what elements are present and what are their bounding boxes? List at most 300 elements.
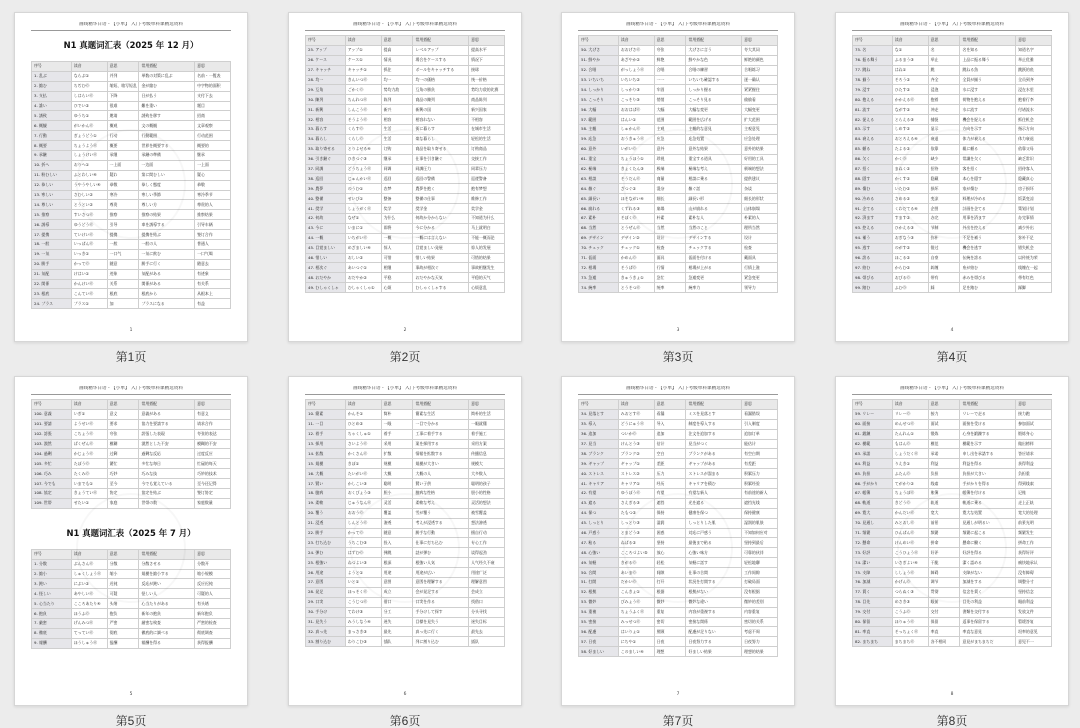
table-cell: あざやか② xyxy=(618,55,654,65)
table-cell: 模範を示す xyxy=(960,439,1016,449)
table-cell: たんれん① xyxy=(892,429,928,439)
table-cell: 10. 折へ xyxy=(32,160,72,170)
table-row xyxy=(579,174,778,184)
table-cell: 一上面 xyxy=(107,160,139,170)
table-cell: 37. 同調 xyxy=(306,164,346,174)
table-cell: 反应迟钝 xyxy=(195,579,231,589)
table-cell: 配慮が足りない xyxy=(686,627,742,637)
table-cell: きょうてい⓪ xyxy=(71,489,107,499)
table-cell: 合唱の練習 xyxy=(686,65,742,75)
table-cell: 荷物を抱える xyxy=(960,95,1016,105)
table-row xyxy=(32,479,231,489)
table-cell: 积累压力 xyxy=(742,469,778,479)
table-cell: いちがい⓪ xyxy=(345,233,381,243)
table-row xyxy=(579,253,778,263)
page-thumbnail-2[interactable] xyxy=(288,12,522,365)
table-cell: しっかり③ xyxy=(618,85,654,95)
table-cell: 心身を鍛錬する xyxy=(960,429,1016,439)
column-header: 意思 xyxy=(107,400,139,410)
table-cell: 大多数人 xyxy=(469,469,505,479)
vocab-table xyxy=(31,399,231,509)
table-cell: 记账 xyxy=(1016,489,1052,499)
table-cell: レベルアップ xyxy=(413,45,469,55)
table-cell: 招待 xyxy=(928,164,960,174)
table-cell: 雑ぐ話 xyxy=(686,184,742,194)
table-cell: 概要 xyxy=(107,141,139,151)
header-divider xyxy=(31,30,231,31)
table-cell: ちぢむ⓪ xyxy=(71,81,107,91)
table-cell: わりこむ③ xyxy=(345,637,381,647)
table-cell: な① xyxy=(892,45,928,55)
table-cell: 心当たりがある xyxy=(139,599,195,609)
table-cell: とうとい② xyxy=(71,200,107,210)
page-preview[interactable] xyxy=(835,12,1069,342)
table-cell: 17. 提携 xyxy=(32,230,72,240)
table-cell: 柔軟な考え xyxy=(413,498,469,508)
table-cell: 报酬 xyxy=(107,638,139,648)
table-cell: くらし⓪ xyxy=(345,134,381,144)
table-row xyxy=(579,45,778,55)
table-cell: あやしい⓪ xyxy=(71,589,107,599)
table-cell: 签订合作 xyxy=(195,230,231,240)
table-cell: 密切的关系 xyxy=(742,617,778,627)
table-row xyxy=(853,607,1052,617)
table-cell: 軌道に乗る xyxy=(960,498,1016,508)
table-cell: 利益を得る xyxy=(960,459,1016,469)
table-cell: 鮮やかな色 xyxy=(686,55,742,65)
table-cell: 規模を縮小する xyxy=(139,569,195,579)
table-cell: 疑わ xyxy=(107,170,139,180)
page-preview[interactable] xyxy=(288,12,522,342)
table-cell: 不相容 xyxy=(469,115,505,125)
table-cell: 牢固 xyxy=(654,85,686,95)
table-cell: 客を招く xyxy=(960,164,1016,174)
table-cell: 朴素的人 xyxy=(742,214,778,224)
table-cell: 跳ねる魚 xyxy=(960,65,1016,75)
table-cell: 主观意见 xyxy=(742,125,778,135)
table-cell: 策划计划 xyxy=(1016,204,1052,214)
table-cell: 口実を作る xyxy=(413,597,469,607)
table-cell: 账簿 xyxy=(928,489,960,499)
table-cell: 対応に戸惑う xyxy=(686,528,742,538)
table-row xyxy=(32,131,231,141)
table-row xyxy=(32,240,231,250)
vocab-table xyxy=(578,35,778,293)
table-cell: 10. 簡素 xyxy=(306,409,346,419)
table-cell: かんけい⓪ xyxy=(71,279,107,289)
table-cell: 巡回の警備 xyxy=(413,174,469,184)
table-cell: 纠缠 xyxy=(928,263,960,273)
table-cell: 107. 今でも xyxy=(32,479,72,489)
table-cell: ぶんさん⓪ xyxy=(71,559,107,569)
table-cell: 30. 陳列 xyxy=(306,95,346,105)
table-cell: 胆小 xyxy=(381,489,413,499)
table-cell: かげん⓪ xyxy=(892,578,928,588)
table-cell: プラス① xyxy=(71,299,107,309)
table-cell: ひんぱん⓪ xyxy=(892,528,928,538)
table-cell: 领导力 xyxy=(742,283,778,293)
table-cell: しゅかん⓪ xyxy=(618,125,654,135)
table-cell: 好评 xyxy=(928,548,960,558)
page-thumbnail-3[interactable] xyxy=(561,12,795,365)
page-label[interactable]: 第2页 xyxy=(389,350,421,364)
table-cell: 気軽に話す xyxy=(686,558,742,568)
table-row xyxy=(32,220,231,230)
table-cell: 鲜艳的颜色 xyxy=(742,55,778,65)
table-cell: 房子损坏 xyxy=(1016,184,1052,194)
table-cell: まねく② xyxy=(892,164,928,174)
table-cell: ねづよい③ xyxy=(345,558,381,568)
table-row xyxy=(853,253,1052,263)
table-cell: 势均力敌 xyxy=(381,85,413,95)
table-cell: 12. 恭しい xyxy=(32,180,72,190)
table-cell: かんだい⓪ xyxy=(892,508,928,518)
table-cell: 列に割り込む xyxy=(413,637,469,647)
table-cell: 轻松 xyxy=(654,558,686,568)
table-cell: 61. 重宝 xyxy=(579,154,619,164)
table-cell: 做出榜样 xyxy=(1016,439,1052,449)
table-row xyxy=(853,617,1052,627)
page-label[interactable]: 第3页 xyxy=(662,350,694,364)
table-cell: 偷偷看 xyxy=(742,95,778,105)
table-cell: 20. 覆う xyxy=(306,508,346,518)
page-thumbnail-8[interactable] xyxy=(835,376,1069,728)
table-cell: みおとす⓪ xyxy=(618,409,654,419)
table-row xyxy=(32,409,231,419)
table-row xyxy=(579,449,778,459)
table-cell: 插队 xyxy=(381,637,413,647)
table-cell: せいび① xyxy=(345,194,381,204)
table-cell: 支障がない xyxy=(960,568,1016,578)
page-thumbnail-1[interactable] xyxy=(14,12,248,365)
vocab-table xyxy=(852,35,1052,293)
table-cell: 懸命に働く xyxy=(960,538,1016,548)
table-cell: 状況を打開する xyxy=(686,578,742,588)
table-cell: 内容が重複する xyxy=(686,607,742,617)
table-cell: ミスを見落とす xyxy=(686,409,742,419)
table-cell: はいりょ① xyxy=(618,627,654,637)
table-cell: 76. 振る舞う xyxy=(853,55,893,65)
header-divider xyxy=(305,394,505,395)
table-cell: 答应请求 xyxy=(1016,449,1052,459)
table-cell: 第に間むしい xyxy=(139,170,195,180)
table-row xyxy=(853,449,1052,459)
table-cell: 山体崩塌 xyxy=(742,204,778,214)
table-cell: とうそつ⓪ xyxy=(618,283,654,293)
table-cell: 情况下 xyxy=(469,55,505,65)
table-row xyxy=(853,419,1052,429)
table-cell: つらぬく③ xyxy=(892,587,928,597)
table-cell: 范围 xyxy=(654,115,686,125)
table-row xyxy=(579,459,778,469)
table-cell: 体力が衰える xyxy=(960,134,1016,144)
table-row xyxy=(306,194,505,204)
table-cell: 缺少 xyxy=(928,154,960,164)
page-preview[interactable] xyxy=(561,12,795,342)
table-cell: 48. おだやか xyxy=(306,273,346,283)
table-cell: 案を採用する xyxy=(413,439,469,449)
table-cell: おぎなう③ xyxy=(892,233,928,243)
table-cell: 严密的检查 xyxy=(195,619,231,629)
table-row xyxy=(306,283,505,293)
table-cell: 本心を隠す xyxy=(960,174,1016,184)
table-cell: 关系 xyxy=(107,279,139,289)
table-cell: 微妙な違い xyxy=(686,597,742,607)
table-cell: だかい⓪ xyxy=(618,578,654,588)
table-cell: 協力を要請する xyxy=(139,419,195,429)
table-cell: 借口 xyxy=(381,597,413,607)
table-row xyxy=(853,263,1052,273)
table-cell: いがい⓪ xyxy=(618,144,654,154)
table-cell: 反応が鈍い xyxy=(139,579,195,589)
header-divider xyxy=(852,30,1052,31)
table-cell: 着手施工 xyxy=(469,429,505,439)
table-cell: 负担 xyxy=(928,469,960,479)
table-cell: 痛快地承认 xyxy=(1016,558,1052,568)
table-cell: 有迹象 xyxy=(195,269,231,279)
table-row xyxy=(32,489,231,499)
table-cell: 相继 xyxy=(381,263,413,273)
table-cell: 43. 遮る xyxy=(579,498,619,508)
table-cell: 34. 暮らし xyxy=(306,134,346,144)
table-cell: かって⓪ xyxy=(345,528,381,538)
table-cell: 接力 xyxy=(928,409,960,419)
column-header: 常用搭配 xyxy=(686,400,742,410)
table-cell: 提携 xyxy=(107,230,139,240)
table-cell: 即将 xyxy=(381,223,413,233)
table-cell: 45. 目覚ましい xyxy=(306,243,346,253)
table-row xyxy=(579,617,778,627)
table-cell: ふとわしい④ xyxy=(71,170,107,180)
table-header-row xyxy=(32,400,231,410)
table-cell: じゅんかい⓪ xyxy=(345,174,381,184)
column-header: 意思 xyxy=(928,36,960,46)
table-cell: 64. 利益 xyxy=(853,459,893,469)
table-cell: 31. 見失う xyxy=(306,617,346,627)
table-cell: 7. 行動 xyxy=(32,131,72,141)
table-cell: びみょう⓪ xyxy=(618,597,654,607)
vocab-table xyxy=(305,399,505,647)
table-row xyxy=(579,439,778,449)
table-cell: 新年抱负 xyxy=(195,609,231,619)
table-cell: 寒冷季节 xyxy=(195,190,231,200)
table-cell: 69. 寛大 xyxy=(853,508,893,518)
table-cell: ならぶ① xyxy=(71,71,107,81)
table-cell: 调节 xyxy=(928,578,960,588)
table-cell: 有头绪 xyxy=(195,599,231,609)
table-cell: いっき① xyxy=(71,249,107,259)
table-cell: 75. 名 xyxy=(853,45,893,55)
table-cell: 率直な意見 xyxy=(960,627,1016,637)
table-cell: 一気に飲む xyxy=(139,249,195,259)
table-cell: 足を踏む xyxy=(960,283,1016,293)
table-cell: 意图 xyxy=(381,578,413,588)
page-label[interactable]: 第5页 xyxy=(115,714,147,728)
table-cell: 帳簿を付ける xyxy=(960,489,1016,499)
table-cell: がっしょう⓪ xyxy=(618,65,654,75)
table-cell: 一眼就懂 xyxy=(469,419,505,429)
table-cell: 74. 統率 xyxy=(579,283,619,293)
page-preview[interactable] xyxy=(835,376,1069,706)
table-cell: 逐一确认 xyxy=(742,75,778,85)
table-row xyxy=(306,144,505,154)
column-header: 序号 xyxy=(579,400,619,410)
table-row xyxy=(853,578,1052,588)
table-cell: ついか⓪ xyxy=(618,429,654,439)
table-cell: 繁忙 xyxy=(107,459,139,469)
page-header-text: 画线精华日语 - 【小单】 入门·考级单科课精选资料 xyxy=(353,22,457,27)
table-cell: 缩小 xyxy=(107,569,139,579)
table-cell: 報酬を得る xyxy=(139,638,195,648)
page-label[interactable]: 第6页 xyxy=(389,714,421,728)
table-row xyxy=(853,439,1052,449)
page-preview[interactable] xyxy=(14,376,248,706)
table-cell: のうむ① xyxy=(345,184,381,194)
table-cell: 找借口 xyxy=(469,597,505,607)
table-row xyxy=(306,528,505,538)
table-cell: 缩短、缩写短乱 xyxy=(107,81,139,91)
page-thumbnail-4[interactable] xyxy=(835,12,1069,365)
table-row xyxy=(32,81,231,91)
table-cell: がいかん⓪ xyxy=(71,121,107,131)
table-cell: 14. 尊しい xyxy=(32,200,72,210)
page-preview[interactable] xyxy=(561,376,795,706)
table-row xyxy=(579,538,778,548)
table-cell: 经历 xyxy=(654,479,686,489)
table-row xyxy=(32,269,231,279)
table-cell: いと① xyxy=(345,578,381,588)
page-label[interactable]: 第1页 xyxy=(115,350,147,364)
table-cell: 糸が絡む xyxy=(960,263,1016,273)
table-cell: そうば⓪ xyxy=(618,263,654,273)
table-cell: 一口气 xyxy=(107,249,139,259)
page-label[interactable]: 第7页 xyxy=(662,714,694,728)
table-row xyxy=(32,628,231,638)
table-cell: 看漏错误 xyxy=(742,409,778,419)
table-cell: 缺乏常识 xyxy=(1016,154,1052,164)
table-cell: 外出を控える xyxy=(960,223,1016,233)
table-cell: 光を遮る xyxy=(686,498,742,508)
table-cell: 邀请 xyxy=(107,111,139,121)
table-cell: 获得报酬 xyxy=(195,638,231,648)
table-cell: ぎょうどう① xyxy=(71,131,107,141)
table-cell: 设计 xyxy=(654,233,686,243)
page-thumbnail-6[interactable] xyxy=(288,376,522,728)
table-cell: 湿润 xyxy=(654,518,686,528)
table-cell: 合唱 xyxy=(654,65,686,75)
table-cell: 25. アップ xyxy=(306,45,346,55)
table-cell: 可疑 xyxy=(107,589,139,599)
table-cell: 注文を追加する xyxy=(686,429,742,439)
table-cell: 4. 怪しい xyxy=(32,589,72,599)
column-header: 读音 xyxy=(892,400,928,410)
table-cell: 親に頼る xyxy=(960,144,1016,154)
table-cell: 当然のこと xyxy=(686,223,742,233)
table-cell: 人气经久不衰 xyxy=(469,558,505,568)
table-cell: くわだてる④ xyxy=(892,204,928,214)
table-cell: 文章观察 xyxy=(195,121,231,131)
table-cell: 有望 xyxy=(654,489,686,499)
table-cell: 夸大其词 xyxy=(742,45,778,55)
table-row xyxy=(579,125,778,135)
table-cell: 引导车辆 xyxy=(195,220,231,230)
table-cell: 不知如何应对 xyxy=(742,528,778,538)
table-cell: 障碍 xyxy=(928,568,960,578)
table-cell: 巡逻警备 xyxy=(469,174,505,184)
document-title: N1 真题词汇表（2025 年 7 月） xyxy=(66,527,196,538)
table-cell: 考えが浸透する xyxy=(413,518,469,528)
table-cell: 41. キャリア xyxy=(579,479,619,489)
table-cell: 45. しっとり xyxy=(579,518,619,528)
table-cell: 66. 崩れる xyxy=(579,204,619,214)
table-cell: すます② xyxy=(892,214,928,224)
table-cell: 头绪 xyxy=(107,599,139,609)
table-cell: 商品の陳列 xyxy=(413,95,469,105)
table-cell: 一口气喝 xyxy=(195,249,231,259)
table-cell: せたい① xyxy=(71,498,107,508)
table-cell: 惊人的发展 xyxy=(469,243,505,253)
table-cell: 1. 分散 xyxy=(32,559,72,569)
table-cell: 33. 割り込む xyxy=(306,637,346,647)
table-cell: 厳密な検査 xyxy=(139,619,195,629)
table-cell: 订购商品 xyxy=(469,144,505,154)
table-cell: いっぱん⓪ xyxy=(71,240,107,250)
page-number: 5 xyxy=(129,692,133,697)
table-cell: 行動範囲 xyxy=(139,131,195,141)
table-cell: 支付下去 xyxy=(195,91,231,101)
table-cell: 恭しく態度 xyxy=(139,180,195,190)
table-cell: 47. 粘る xyxy=(579,538,619,548)
table-row xyxy=(32,180,231,190)
table-cell: 会成立 xyxy=(469,587,505,597)
table-cell: 42. 有望 xyxy=(579,489,619,499)
page-thumbnail-5[interactable] xyxy=(14,376,248,728)
table-cell: 40. ストレス xyxy=(579,469,619,479)
table-cell: 過剰な反応 xyxy=(139,449,195,459)
table-cell: 徹底的に調べる xyxy=(139,628,195,638)
table-cell: 走上正轨 xyxy=(1016,498,1052,508)
table-cell: 缩小规模 xyxy=(195,569,231,579)
table-row xyxy=(32,141,231,151)
table-cell: 46. 戸惑う xyxy=(579,528,619,538)
table-cell: 空白 xyxy=(654,449,686,459)
table-cell: 覆盖 xyxy=(381,508,413,518)
table-cell: 信念を貫く xyxy=(960,587,1016,597)
table-header-row xyxy=(853,400,1052,410)
table-cell: 大概 xyxy=(381,469,413,479)
table-cell: きぼ① xyxy=(345,459,381,469)
table-cell: ギャップ① xyxy=(618,459,654,469)
page-preview[interactable] xyxy=(288,376,522,706)
page-thumbnail-7[interactable] xyxy=(561,376,795,728)
table-cell: 踩脚 xyxy=(1016,283,1052,293)
table-cell: ほりゅう⓪ xyxy=(892,617,928,627)
table-row xyxy=(306,204,505,214)
page-preview[interactable] xyxy=(14,12,248,342)
table-cell: 54. しっかり xyxy=(579,85,619,95)
table-cell: とらえる③ xyxy=(892,115,928,125)
page-label[interactable]: 第8页 xyxy=(936,714,968,728)
table-header-row xyxy=(306,400,505,410)
page-label[interactable]: 第4页 xyxy=(936,350,968,364)
table-cell: 细长的形状 xyxy=(742,194,778,204)
table-cell: 上品に振る舞う xyxy=(960,55,1016,65)
table-cell: 負担が大きい xyxy=(960,469,1016,479)
table-cell: こころあたり④ xyxy=(71,599,107,609)
table-cell: 湿润的肌肤 xyxy=(742,518,778,528)
table-cell: 制度を導入する xyxy=(686,419,742,429)
table-cell: 気配がある xyxy=(139,269,195,279)
